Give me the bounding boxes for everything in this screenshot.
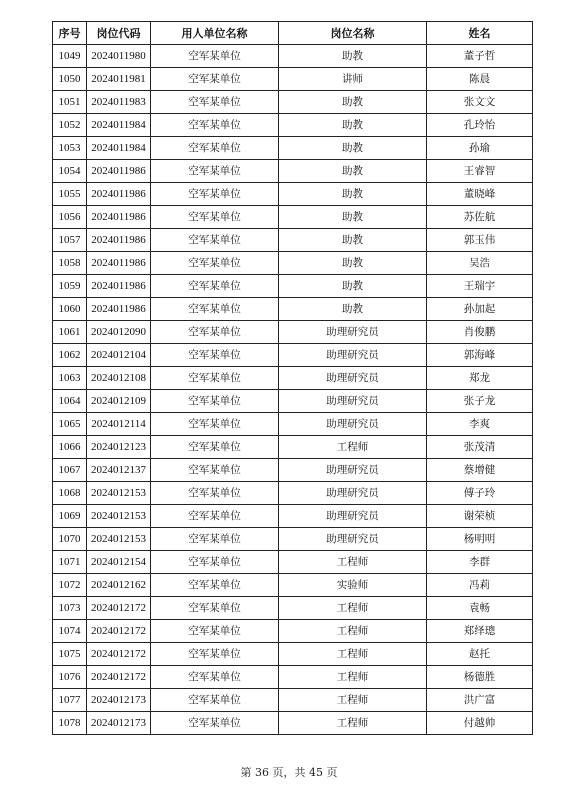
table-row xyxy=(53,206,533,229)
cell-seq: 1059 xyxy=(53,275,87,298)
cell-code: 2024012104 xyxy=(87,344,151,367)
cell-name: 蔡增健 xyxy=(427,459,533,482)
table-row xyxy=(53,643,533,666)
cell-code: 2024012172 xyxy=(87,597,151,620)
header-cell-position: 岗位名称 xyxy=(279,22,427,45)
cell-employer: 空军某单位 xyxy=(151,551,279,574)
header-row xyxy=(53,22,533,45)
cell-seq: 1076 xyxy=(53,666,87,689)
cell-seq: 1071 xyxy=(53,551,87,574)
cell-seq: 1075 xyxy=(53,643,87,666)
cell-name: 谢荣桢 xyxy=(427,505,533,528)
table-header xyxy=(53,22,533,45)
table-row xyxy=(53,114,533,137)
cell-employer: 空军某单位 xyxy=(151,252,279,275)
cell-code: 2024012162 xyxy=(87,574,151,597)
table-row xyxy=(53,689,533,712)
cell-seq: 1078 xyxy=(53,712,87,735)
cell-code: 2024012114 xyxy=(87,413,151,436)
page-footer: 第 36 页，共 45 页 xyxy=(240,766,338,779)
table-row xyxy=(53,344,533,367)
cell-name: 赵托 xyxy=(427,643,533,666)
cell-seq: 1064 xyxy=(53,390,87,413)
table-row xyxy=(53,68,533,91)
cell-position: 助教 xyxy=(279,183,427,206)
cell-position: 讲师 xyxy=(279,68,427,91)
cell-seq: 1073 xyxy=(53,597,87,620)
cell-code: 2024011986 xyxy=(87,160,151,183)
cell-position: 工程师 xyxy=(279,643,427,666)
cell-code: 2024011986 xyxy=(87,183,151,206)
cell-name: 李爽 xyxy=(427,413,533,436)
cell-name: 袁畅 xyxy=(427,597,533,620)
cell-name: 张文文 xyxy=(427,91,533,114)
table-row xyxy=(53,252,533,275)
cell-seq: 1066 xyxy=(53,436,87,459)
cell-employer: 空军某单位 xyxy=(151,367,279,390)
table-row xyxy=(53,275,533,298)
cell-code: 2024012173 xyxy=(87,689,151,712)
cell-employer: 空军某单位 xyxy=(151,574,279,597)
header-cell-name: 姓名 xyxy=(427,22,533,45)
cell-name: 杨明明 xyxy=(427,528,533,551)
table-body xyxy=(53,45,533,735)
table-row xyxy=(53,482,533,505)
cell-code: 2024011986 xyxy=(87,298,151,321)
cell-code: 2024012123 xyxy=(87,436,151,459)
table-row xyxy=(53,183,533,206)
cell-code: 2024011981 xyxy=(87,68,151,91)
cell-employer: 空军某单位 xyxy=(151,91,279,114)
cell-employer: 空军某单位 xyxy=(151,298,279,321)
cell-position: 助教 xyxy=(279,206,427,229)
cell-employer: 空军某单位 xyxy=(151,275,279,298)
cell-code: 2024012108 xyxy=(87,367,151,390)
cell-name: 杨德胜 xyxy=(427,666,533,689)
cell-position: 工程师 xyxy=(279,712,427,735)
table-row xyxy=(53,137,533,160)
table-row xyxy=(53,367,533,390)
cell-code: 2024012109 xyxy=(87,390,151,413)
cell-employer: 空军某单位 xyxy=(151,689,279,712)
cell-seq: 1074 xyxy=(53,620,87,643)
table-row xyxy=(53,712,533,735)
table-row xyxy=(53,91,533,114)
cell-name: 王睿智 xyxy=(427,160,533,183)
cell-position: 助理研究员 xyxy=(279,344,427,367)
cell-seq: 1053 xyxy=(53,137,87,160)
table-row xyxy=(53,413,533,436)
cell-employer: 空军某单位 xyxy=(151,137,279,160)
cell-code: 2024011984 xyxy=(87,114,151,137)
cell-position: 工程师 xyxy=(279,666,427,689)
cell-employer: 空军某单位 xyxy=(151,68,279,91)
table-row xyxy=(53,321,533,344)
cell-name: 傅子玲 xyxy=(427,482,533,505)
cell-name: 孙加起 xyxy=(427,298,533,321)
cell-position: 工程师 xyxy=(279,620,427,643)
cell-code: 2024011980 xyxy=(87,45,151,68)
cell-name: 吴浩 xyxy=(427,252,533,275)
roster-table xyxy=(52,21,533,735)
cell-name: 肖俊鹏 xyxy=(427,321,533,344)
cell-code: 2024012137 xyxy=(87,459,151,482)
cell-position: 助理研究员 xyxy=(279,528,427,551)
cell-code: 2024012153 xyxy=(87,528,151,551)
cell-employer: 空军某单位 xyxy=(151,643,279,666)
cell-name: 郑绎璁 xyxy=(427,620,533,643)
cell-code: 2024011984 xyxy=(87,137,151,160)
cell-seq: 1056 xyxy=(53,206,87,229)
cell-code: 2024011983 xyxy=(87,91,151,114)
cell-position: 助理研究员 xyxy=(279,505,427,528)
cell-position: 助理研究员 xyxy=(279,367,427,390)
cell-position: 助教 xyxy=(279,114,427,137)
cell-position: 实验师 xyxy=(279,574,427,597)
cell-name: 李群 xyxy=(427,551,533,574)
cell-position: 助教 xyxy=(279,91,427,114)
cell-position: 助理研究员 xyxy=(279,321,427,344)
cell-employer: 空军某单位 xyxy=(151,666,279,689)
cell-seq: 1050 xyxy=(53,68,87,91)
cell-seq: 1077 xyxy=(53,689,87,712)
cell-employer: 空军某单位 xyxy=(151,620,279,643)
cell-position: 助理研究员 xyxy=(279,482,427,505)
table-row xyxy=(53,574,533,597)
cell-employer: 空军某单位 xyxy=(151,390,279,413)
cell-code: 2024012153 xyxy=(87,505,151,528)
cell-position: 助教 xyxy=(279,160,427,183)
cell-position: 助理研究员 xyxy=(279,459,427,482)
table-row xyxy=(53,436,533,459)
cell-position: 助理研究员 xyxy=(279,413,427,436)
cell-seq: 1057 xyxy=(53,229,87,252)
cell-position: 工程师 xyxy=(279,689,427,712)
cell-name: 董晓峰 xyxy=(427,183,533,206)
cell-name: 陈晨 xyxy=(427,68,533,91)
cell-name: 孙瑜 xyxy=(427,137,533,160)
table-row xyxy=(53,528,533,551)
cell-position: 助理研究员 xyxy=(279,390,427,413)
cell-code: 2024011986 xyxy=(87,252,151,275)
cell-name: 冯莉 xyxy=(427,574,533,597)
cell-employer: 空军某单位 xyxy=(151,505,279,528)
table-row xyxy=(53,298,533,321)
cell-name: 张茂清 xyxy=(427,436,533,459)
cell-employer: 空军某单位 xyxy=(151,528,279,551)
cell-seq: 1052 xyxy=(53,114,87,137)
cell-position: 助教 xyxy=(279,298,427,321)
cell-seq: 1063 xyxy=(53,367,87,390)
table-row xyxy=(53,505,533,528)
cell-seq: 1055 xyxy=(53,183,87,206)
cell-employer: 空军某单位 xyxy=(151,436,279,459)
cell-name: 苏佐航 xyxy=(427,206,533,229)
cell-code: 2024012172 xyxy=(87,666,151,689)
cell-position: 工程师 xyxy=(279,551,427,574)
cell-name: 王瑞宇 xyxy=(427,275,533,298)
cell-code: 2024012172 xyxy=(87,643,151,666)
cell-employer: 空军某单位 xyxy=(151,482,279,505)
cell-employer: 空军某单位 xyxy=(151,413,279,436)
cell-seq: 1068 xyxy=(53,482,87,505)
table-row xyxy=(53,597,533,620)
cell-seq: 1062 xyxy=(53,344,87,367)
cell-name: 郭玉伟 xyxy=(427,229,533,252)
cell-code: 2024011986 xyxy=(87,206,151,229)
cell-employer: 空军某单位 xyxy=(151,321,279,344)
cell-code: 2024011986 xyxy=(87,229,151,252)
cell-seq: 1051 xyxy=(53,91,87,114)
cell-employer: 空军某单位 xyxy=(151,160,279,183)
cell-seq: 1058 xyxy=(53,252,87,275)
cell-name: 洪广富 xyxy=(427,689,533,712)
cell-position: 工程师 xyxy=(279,597,427,620)
table-row xyxy=(53,229,533,252)
cell-employer: 空军某单位 xyxy=(151,344,279,367)
cell-seq: 1070 xyxy=(53,528,87,551)
cell-employer: 空军某单位 xyxy=(151,597,279,620)
cell-employer: 空军某单位 xyxy=(151,206,279,229)
cell-position: 工程师 xyxy=(279,436,427,459)
table-row xyxy=(53,45,533,68)
cell-position: 助教 xyxy=(279,137,427,160)
table-row xyxy=(53,620,533,643)
cell-seq: 1069 xyxy=(53,505,87,528)
cell-seq: 1054 xyxy=(53,160,87,183)
header-cell-seq: 序号 xyxy=(53,22,87,45)
cell-employer: 空军某单位 xyxy=(151,712,279,735)
header-cell-employer: 用人单位名称 xyxy=(151,22,279,45)
cell-code: 2024011986 xyxy=(87,275,151,298)
cell-seq: 1061 xyxy=(53,321,87,344)
cell-seq: 1072 xyxy=(53,574,87,597)
table-row xyxy=(53,390,533,413)
cell-name: 董子哲 xyxy=(427,45,533,68)
table-row xyxy=(53,666,533,689)
cell-seq: 1065 xyxy=(53,413,87,436)
cell-seq: 1049 xyxy=(53,45,87,68)
cell-name: 郑龙 xyxy=(427,367,533,390)
cell-code: 2024012172 xyxy=(87,620,151,643)
cell-code: 2024012173 xyxy=(87,712,151,735)
table-row xyxy=(53,459,533,482)
cell-employer: 空军某单位 xyxy=(151,114,279,137)
cell-name: 孔玲怡 xyxy=(427,114,533,137)
cell-position: 助教 xyxy=(279,252,427,275)
cell-employer: 空军某单位 xyxy=(151,183,279,206)
cell-code: 2024012154 xyxy=(87,551,151,574)
cell-seq: 1060 xyxy=(53,298,87,321)
cell-employer: 空军某单位 xyxy=(151,459,279,482)
cell-employer: 空军某单位 xyxy=(151,45,279,68)
table-row xyxy=(53,160,533,183)
cell-code: 2024012090 xyxy=(87,321,151,344)
cell-name: 付越帅 xyxy=(427,712,533,735)
header-cell-code: 岗位代码 xyxy=(87,22,151,45)
cell-name: 郭海峰 xyxy=(427,344,533,367)
cell-seq: 1067 xyxy=(53,459,87,482)
cell-position: 助教 xyxy=(279,275,427,298)
cell-position: 助教 xyxy=(279,45,427,68)
cell-code: 2024012153 xyxy=(87,482,151,505)
cell-employer: 空军某单位 xyxy=(151,229,279,252)
cell-name: 张子龙 xyxy=(427,390,533,413)
table-row xyxy=(53,551,533,574)
cell-position: 助教 xyxy=(279,229,427,252)
